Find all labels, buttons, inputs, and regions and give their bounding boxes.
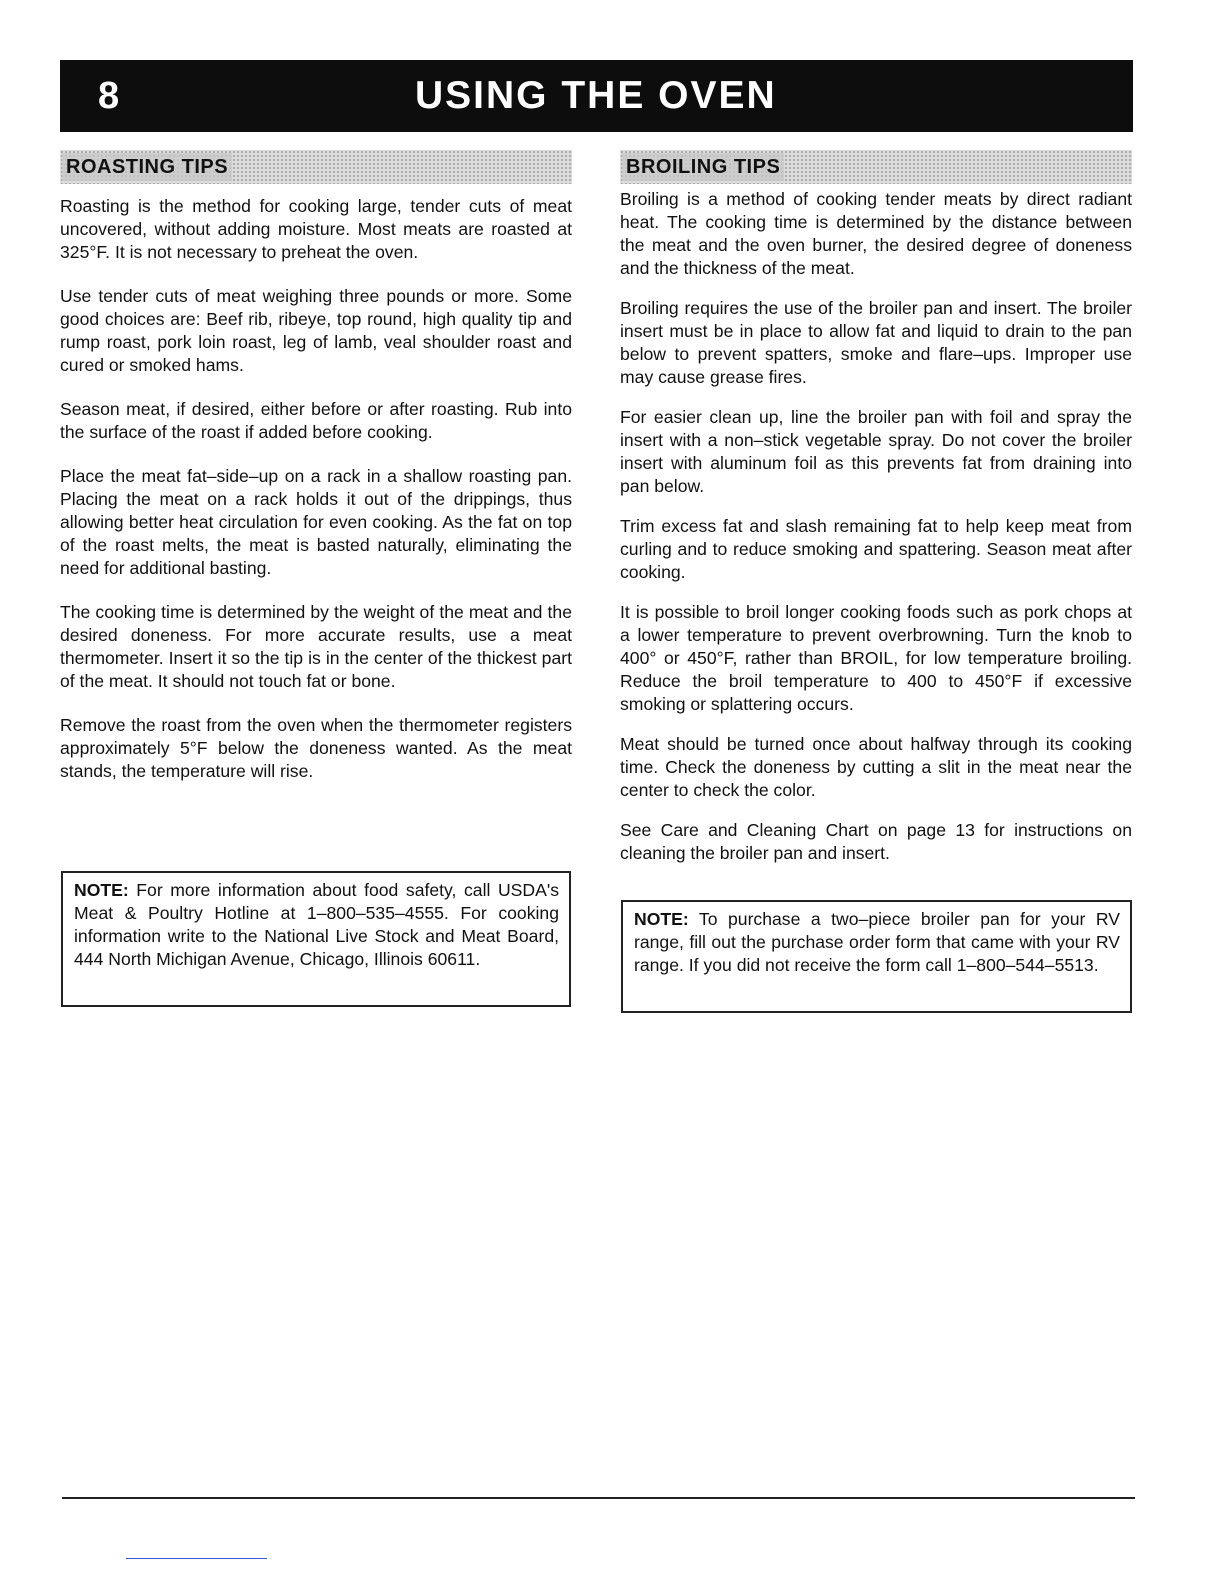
broiling-tips-heading-band xyxy=(620,150,1132,184)
note-text: For more information about food safety, call USDA's Meat & Poultry Hotline at 1–800–535–4555. For cooking information write to the National Live Stock and Meat Board, 444 North Michigan Avenue, Chicago, Illinois 60611. xyxy=(74,880,559,969)
broiling-tips-heading: BROILING TIPS xyxy=(622,153,784,181)
food-safety-note xyxy=(61,871,571,1007)
roasting-paragraph: Place the meat fat–side–up on a rack in a shallow roasting pan. Placing the meat on a rack holds it out of the drippings, thus allowing better heat circulation for even cooking. As the fat on top of the roast melts, the meat is basted naturally, eliminating the need for additional basting. xyxy=(60,466,572,578)
page-title: USING THE OVEN xyxy=(415,74,777,117)
roasting-paragraph: Season meat, if desired, either before or after roasting. Rub into the surface of the roast if added before cooking. xyxy=(60,399,572,442)
footer-underline-mark xyxy=(126,1558,267,1559)
page-number: 8 xyxy=(98,75,120,117)
broiling-paragraph: It is possible to broil longer cooking foods such as pork chops at a lower temperature to prevent overbrowning. Turn the knob to 400° or 450°F, rather than BROIL, for low temperature broiling. Reduce the broil temperature to 400 to 450°F if excessive smoking or splattering occurs. xyxy=(620,602,1132,714)
roasting-tips-section xyxy=(60,150,572,804)
broiling-paragraph: For easier clean up, line the broiler pan with foil and spray the insert with a non–stick vegetable spray. Do not cover the broiler insert with aluminum foil as this prevents fat from draining into pan below. xyxy=(620,407,1132,496)
broiling-tips-section xyxy=(620,150,1132,882)
roasting-paragraph: Remove the roast from the oven when the thermometer registers approximately 5°F below the doneness wanted. As the meat stands, the temperature will rise. xyxy=(60,715,572,781)
roasting-tips-heading: ROASTING TIPS xyxy=(62,153,232,181)
broiling-paragraph: Trim excess fat and slash remaining fat to help keep meat from curling and to reduce smoking and spattering. Season meat after cooking. xyxy=(620,516,1132,582)
broiling-paragraph: Broiling is a method of cooking tender meats by direct radiant heat. The cooking time is determined by the distance between the meat and the oven burner, the desired degree of doneness and the thickness of the meat. xyxy=(620,189,1132,278)
broiler-pan-note xyxy=(621,900,1132,1013)
footer-divider xyxy=(62,1497,1135,1499)
roasting-paragraph: Use tender cuts of meat weighing three pounds or more. Some good choices are: Beef rib, ribeye, top round, high quality tip and rump roast, pork loin roast, leg of lamb, veal shoulder roast and cured or smoked hams. xyxy=(60,286,572,375)
note-label: NOTE: xyxy=(74,880,129,900)
broiling-paragraph: Broiling requires the use of the broiler pan and insert. The broiler insert must be in place to allow fat and liquid to drain to the pan below to prevent spatters, smoke and flare–ups. Improper use may cause grease fires. xyxy=(620,298,1132,387)
broiling-paragraph: See Care and Cleaning Chart on page 13 for instructions on cleaning the broiler pan and insert. xyxy=(620,820,1132,863)
roasting-paragraph: The cooking time is determined by the weight of the meat and the desired doneness. For more accurate results, use a meat thermometer. Insert it so the tip is in the center of the thickest part of the meat. It should not touch fat or bone. xyxy=(60,602,572,691)
note-label: NOTE: xyxy=(634,909,689,929)
broiling-paragraph: Meat should be turned once about halfway through its cooking time. Check the doneness by cutting a slit in the meat near the center to check the color. xyxy=(620,734,1132,800)
roasting-tips-heading-band xyxy=(60,150,572,184)
page-header xyxy=(60,60,1133,132)
note-text: To purchase a two–piece broiler pan for your RV range, fill out the purchase order form that came with your RV range. If you did not receive the form call 1–800–544–5513. xyxy=(634,909,1120,975)
roasting-paragraph: Roasting is the method for cooking large, tender cuts of meat uncovered, without adding moisture. Most meats are roasted at 325°F. It is not necessary to preheat the oven. xyxy=(60,196,572,262)
